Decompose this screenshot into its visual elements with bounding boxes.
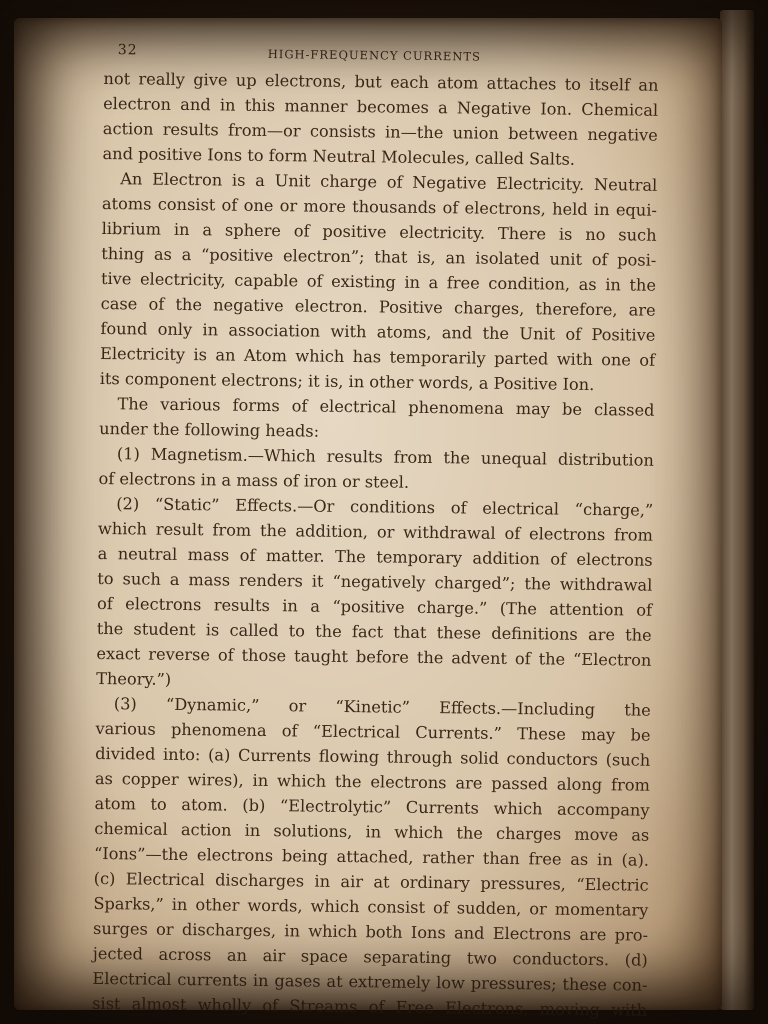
text-line: (2) “Static” Effects.—Or conditions of electrical “charge,” — [116, 494, 654, 520]
text-line: action results from—or consists in—the union between negative — [102, 118, 658, 145]
text-line: The various forms of electrical phenomena may be classed — [117, 394, 655, 420]
running-head: HIGH-FREQUENCY CURRENTS — [267, 47, 482, 64]
text-line: surges or discharges, in which both Ions and Electrons are pro- — [92, 918, 649, 945]
text-line: of electrons in a mass of iron or steel. — [98, 468, 410, 492]
text-line: as copper wires), in which the electrons are passed along from — [94, 768, 651, 795]
text-line: thing as a “positive electron”; that is, an isolated unit of posi- — [101, 243, 657, 270]
text-line: librium in a sphere of positive electricity. There is no such — [101, 218, 657, 245]
text-line: atoms consist of one or more thousands of electrons, held in equi- — [101, 193, 658, 220]
text-line: Theory.”) — [96, 668, 172, 689]
text-line: divided into: (a) Currents flowing through solid conductors (such — [95, 743, 651, 770]
text-line: “Ions”—the electrons being attached, rather than free as in (a). — [93, 843, 650, 870]
text-line: a neutral mass of matter. The temporary addition of electrons — [97, 543, 653, 570]
text-line: which result from the addition, or withdrawal of electrons from — [97, 518, 654, 545]
text-line: found only in association with atoms, and the Unit of Positive — [100, 318, 656, 345]
text-line: atom to atom. (b) “Electrolytic” Currents which accompany — [94, 793, 650, 820]
text-line: Electrical currents in gases at extremely low pressures; these con- — [92, 968, 648, 995]
text-line: not really give up electrons, but each atom attaches to itself an — [103, 68, 659, 95]
text-line: electron and in this manner becomes a Negative Ion. Chemical — [103, 93, 659, 120]
text-line: and positive Ions to form Neutral Molecules, called Salts. — [102, 143, 576, 169]
text-line: Sparks,” in other words, which consist of sudden, or momentary — [93, 893, 649, 920]
page-text — [92, 36, 659, 1023]
text-line: sist almost wholly of Streams of Free Electrons, moving with — [92, 993, 648, 1020]
page-edge — [720, 10, 754, 1010]
text-line: An Electron is a Unit charge of Negative Electricity. Neutral — [120, 169, 658, 195]
text-line: tive electricity, capable of existing in a free condition, as in the — [100, 268, 657, 295]
text-line: various phenomena of “Electrical Currents.” These may be — [95, 718, 651, 745]
text-line: jected across an air space separating two conductors. (d) — [92, 943, 648, 970]
text-line: chemical action in solutions, in which the charges move as — [94, 818, 650, 845]
text-line: (c) Electrical discharges in air at ordinary pressures, “Electric — [93, 868, 649, 895]
text-line: of electrons results in a “positive charge.” (The attention of — [96, 593, 653, 620]
text-line: (3) “Dynamic,” or “Kinetic” Effects.—Including the — [113, 694, 651, 720]
text-line: Electricity is an Atom which has temporarily parted with one of — [100, 343, 656, 370]
text-line: under the following heads: — [99, 418, 320, 441]
page-number: 32 — [117, 42, 138, 59]
page-header — [104, 36, 659, 69]
text-line: its component electrons; it is, in other words, a Positive Ion. — [99, 368, 595, 395]
text-line: (1) Magnetism.—Which results from the unequal distribution — [116, 444, 654, 470]
text-line: to such a mass renders it “negatively charged”; the withdrawal — [97, 568, 653, 595]
text-line: case of the negative electron. Positive charges, therefore, are — [100, 293, 656, 320]
text-line: the student is called to the fact that these definitions are the — [96, 618, 652, 645]
text-line: exact reverse of those taught before the advent of the “Electron — [96, 643, 652, 670]
